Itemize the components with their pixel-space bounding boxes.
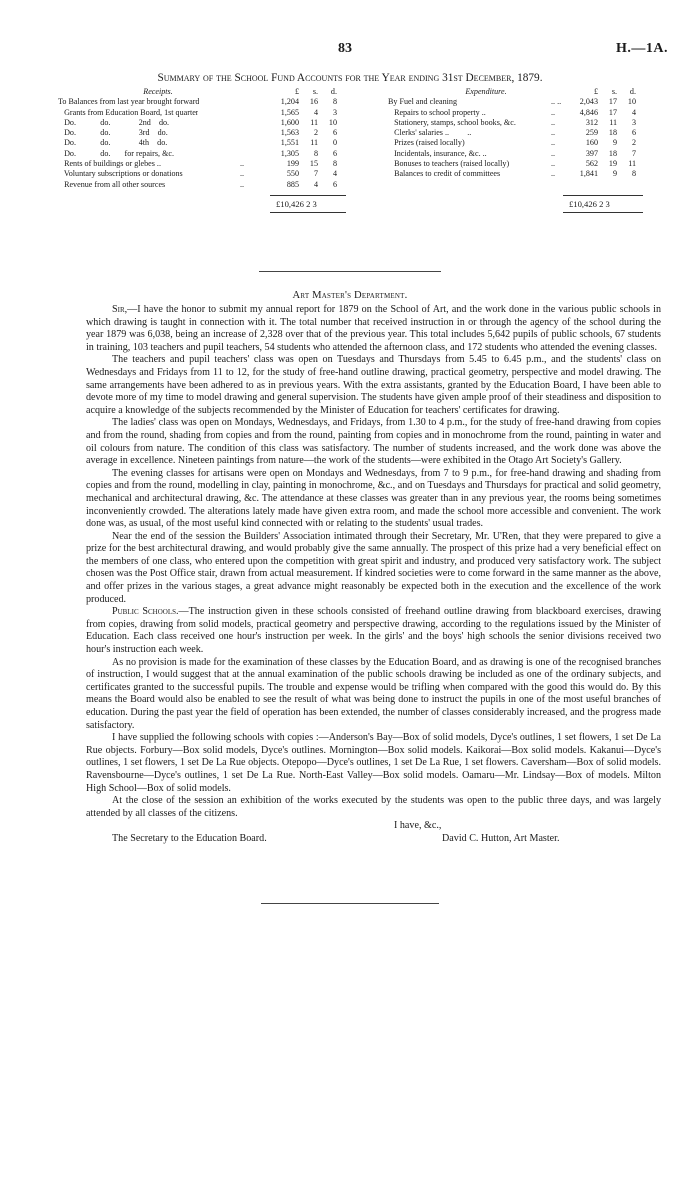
page-number: 83	[338, 41, 352, 56]
report-paragraph: The teachers and pupil teachers' class was open on Tuesdays and Thursdays from 5.45 to 6.45 p.m., and the students' class on Wednesdays and Fridays from 11 to 12, for the study of free-hand outline drawing, practical geometry, perspective and model drawing. The same arrangements have been adhered to as in previous years. With the extra assistants, granted by the Education Board, I have been able to devote more of my time to model drawing and general supervision. The students have given ample proof of their steadiness and disposition to acquire a knowledge of the subjects recommended by the Minister of Education for teachers' certificates for drawing.	[86, 354, 661, 416]
row-pence: 6	[631, 128, 636, 138]
receipts-sum-rule	[270, 195, 346, 196]
account-row	[388, 138, 660, 148]
row-pounds: 1,565	[280, 107, 299, 117]
row-pounds: 259	[585, 128, 598, 138]
receipts-table	[58, 87, 346, 190]
account-row	[388, 169, 660, 179]
row-pence: 8	[332, 159, 337, 169]
row-label: Do. do. for repairs, &c.	[58, 148, 174, 158]
receipts-total: £10,426 2 3	[276, 199, 317, 209]
row-pounds: 2,043	[579, 97, 598, 107]
account-row	[58, 180, 346, 190]
addressee: The Secretary to the Education Board.	[112, 832, 267, 844]
receipts-header	[58, 87, 346, 97]
row-shillings: 17	[608, 107, 617, 117]
expenditure-header	[388, 87, 660, 97]
account-row	[388, 159, 660, 169]
expenditure-total: £10,426 2 3	[569, 199, 610, 209]
row-pence: 7	[631, 148, 636, 158]
row-pence: 11	[628, 159, 636, 169]
paragraph-text: —The instruction given in these schools consisted of freehand outline drawing from blackboard exercises, drawing from copies, drawing from solid models, practical geometry and perspective drawing, according to the regulations issued by the Minister of Education. Each class received one hour's instruction per week. In the girls' and the boys' high schools the senior divisions received two hour's instruction each week.	[86, 606, 661, 656]
shillings-heading: s.	[611, 87, 617, 96]
report-paragraph: The evening classes for artisans were open on Mondays and Wednesdays, from 7 to 9 p.m., for free-hand drawing and shading from copies and from the round, modelling in clay, painting in monochrome, &c., and on Tuesdays and Thursdays for practical and solid geometry, mechanical and architectural drawing, &c. The attendance at these classes was greater than in any previous year, the rooms being sometimes inconveniently crowded. The alterations lately made have given extra room, and made the school more accessible and convenient. The work done was, as usual, of the most useful kind connected with or relating to the students' usual trades.	[86, 467, 661, 530]
row-pounds: 1,841	[579, 169, 598, 179]
end-divider	[261, 903, 439, 904]
row-leader-dots: ..	[551, 159, 556, 169]
row-pence: 4	[332, 169, 337, 179]
row-shillings: 2	[313, 128, 318, 138]
row-pence: 2	[631, 138, 636, 148]
expenditure-table	[388, 87, 660, 180]
closing: I have, &c.,	[394, 820, 442, 832]
summary-title: Summary of the School Fund Accounts for the Year ending 31st December, 1879.	[157, 72, 543, 84]
expenditure-sum-rule	[563, 195, 643, 196]
account-row	[58, 169, 346, 179]
row-label: Clerks' salaries .. ..	[388, 128, 472, 138]
row-pence: 4	[631, 107, 636, 117]
row-leader-dots: ..	[551, 117, 556, 127]
row-pence: 8	[631, 169, 636, 179]
signature: David C. Hutton, Art Master.	[442, 832, 560, 844]
pounds-heading: £	[593, 87, 598, 96]
report-paragraph	[86, 606, 661, 656]
row-pence: 10	[627, 97, 636, 107]
row-shillings: 19	[608, 159, 617, 169]
row-label: To Balances from last year brought forward	[58, 97, 200, 107]
row-pounds: 312	[585, 117, 598, 127]
row-pounds: 1,305	[280, 148, 299, 158]
account-row	[58, 159, 346, 169]
account-row	[388, 149, 660, 159]
row-label: Rents of buildings or glebes ..	[58, 159, 161, 169]
account-row	[388, 128, 660, 138]
row-pence: 3	[332, 107, 337, 117]
pence-heading: d.	[629, 87, 636, 96]
row-shillings: 18	[608, 128, 617, 138]
account-row	[58, 128, 346, 138]
row-label: Do. do. 4th do.	[58, 138, 168, 148]
row-label: Do. do. 2nd do.	[58, 117, 170, 127]
report-paragraph: I have supplied the following schools with copies :—Anderson's Bay—Box of solid models, Dyce's outlines, 1 set flowers, 1 set De La Rue objects. Forbury—Box solid models, Dyce's outlines. Mornington—Box solid models. Kaikorai—Box solid models. Kakanui—Dyce's outlines, 1 set flowers, 1 set De La Rue objects. Otepopo—Dyce's outlines, 1 set De La Rue, 1 set flowers. Caversham—Box of solid models. Ravensbourne—Dyce's outlines, 1 set De La Rue. North-East Valley—Box solid models. Oamaru—Mr. Lindsay—Box of models. Milton High School—Box of solid models.	[86, 732, 661, 794]
row-pounds: 397	[585, 148, 598, 158]
row-leader-dots: .. ..	[551, 97, 562, 107]
row-shillings: 4	[313, 179, 318, 189]
row-leader-dots: ..	[240, 159, 245, 169]
row-label: Revenue from all other sources	[58, 179, 166, 189]
row-label: Repairs to school property ..	[388, 107, 486, 117]
report-body	[86, 304, 661, 846]
account-row	[58, 149, 346, 159]
pence-heading: d.	[330, 87, 337, 96]
row-pence: 0	[332, 138, 337, 148]
row-label: By Fuel and cleaning	[388, 97, 458, 107]
report-code: H.—1A.	[616, 41, 668, 56]
account-row	[58, 97, 346, 107]
row-shillings: 9	[612, 138, 617, 148]
row-shillings: 9	[612, 169, 617, 179]
report-paragraph: At the close of the session an exhibition of the works executed by the students was open to the public three days, and was largely attended by all classes of the citizens.	[86, 795, 661, 819]
row-pounds: 199	[286, 159, 299, 169]
row-pence: 8	[332, 97, 337, 107]
row-leader-dots: ..	[240, 179, 245, 189]
report-paragraph: As no provision is made for the examination of these classes by the Education Board, and as drawing is one of the recognised branches of instruction, I would suggest that at the annual examination of the public schools drawing be included as one of the ordinary subjects, and certificates granted to the successful pupils. The trouble and expense would be trifling when compared with the good this would do. By this means the Board would also be enabled to see the result of what was being done to instruct the pupils in one of the most useful branches of education. During the past year the field of operation has been extended, the number of classes considerably increased, and the progress made satisfactory.	[86, 656, 661, 731]
pounds-heading: £	[294, 87, 299, 96]
row-label: Stationery, stamps, school books, &c.	[388, 117, 516, 127]
report-paragraph	[86, 304, 661, 354]
row-leader-dots: ..	[551, 138, 556, 148]
expenditure-total-rule	[563, 212, 643, 213]
row-label: Do. do. 3rd do.	[58, 128, 168, 138]
paragraph-text: —I have the honor to submit my annual report for 1879 on the School of Art, and the work done in the various public schools in which drawing is taught in connection with it. The total number that received instruction in or through the agency of the school during the year 1879 was 6,038, being an increase of 2,328 over that of the previous year. This total includes 5,642 pupils of public schools, 67 students in training, 103 teachers and pupil teachers, 54 students who attended the afternoon class, and 172 students who attended the evening classes.	[86, 304, 661, 353]
row-pounds: 1,600	[280, 117, 299, 127]
row-leader-dots: ..	[240, 169, 245, 179]
row-pounds: 1,563	[280, 128, 299, 138]
row-label: Balances to credit of committees	[388, 169, 501, 179]
row-leader-dots: ..	[551, 169, 556, 179]
row-pence: 6	[332, 128, 337, 138]
signature-row	[86, 833, 661, 846]
salutation: Sir,	[112, 304, 128, 315]
account-row	[388, 97, 660, 107]
account-row	[58, 138, 346, 148]
row-pounds: 885	[286, 179, 299, 189]
shillings-heading: s.	[312, 87, 318, 96]
row-shillings: 17	[608, 97, 617, 107]
row-pounds: 160	[585, 138, 598, 148]
row-shillings: 4	[313, 107, 318, 117]
row-label: Voluntary subscriptions or donations	[58, 169, 183, 179]
row-shillings: 16	[309, 97, 318, 107]
row-pounds: 4,846	[579, 107, 598, 117]
public-schools-heading: Public Schools.	[112, 606, 179, 618]
account-row	[58, 118, 346, 128]
section-divider	[259, 271, 441, 272]
row-shillings: 11	[310, 138, 318, 148]
account-row	[388, 108, 660, 118]
row-pence: 3	[631, 117, 636, 127]
row-pounds: 1,551	[280, 138, 299, 148]
row-leader-dots: ..	[551, 128, 556, 138]
row-pence: 10	[328, 117, 337, 127]
row-leader-dots: ..	[551, 107, 556, 117]
row-label: Incidentals, insurance, &c. ..	[388, 148, 487, 158]
row-shillings: 7	[313, 169, 318, 179]
receipts-heading: Receipts.	[143, 87, 173, 96]
row-shillings: 8	[313, 148, 318, 158]
receipts-total-rule	[270, 212, 346, 213]
row-pounds: 550	[286, 169, 299, 179]
row-shillings: 18	[608, 148, 617, 158]
report-paragraph: The ladies' class was open on Mondays, Wednesdays, and Fridays, from 1.30 to 4 p.m., for the study of free-hand drawing from copies and from the round, shading from copies and from the round, painting from copies and in monochrome from the round, painting in water and oil colours from nature. The condition of this class was satisfactory. The number of students increased, and the work done was above the average in excellence. Nineteen paintings from nature—the work of the students—were exhibited in the Otago Art Society's Gallery.	[86, 417, 661, 467]
row-pounds: 562	[585, 159, 598, 169]
department-title: Art Master's Department.	[292, 290, 408, 301]
row-pounds: 1,204	[280, 97, 299, 107]
row-leader-dots: ..	[551, 148, 556, 158]
row-shillings: 11	[310, 117, 318, 127]
expenditure-heading: Expenditure.	[465, 87, 507, 96]
row-shillings: 15	[309, 159, 318, 169]
account-row	[58, 108, 346, 118]
row-label: Prizes (raised locally)	[388, 138, 465, 148]
report-paragraph: Near the end of the session the Builders' Association intimated through their Secretary, Mr. U'Ren, that they were prepared to give a prize for the best architectural drawing, and would probably give the same annually. The prospect of this prize had a very beneficial effect on the members of one class, who entered upon the competition with great spirit and industry, and produced very satisfactory work. The subject chosen was the Post Office stair, drawn from actual measurement. If kindred societies were to come forward in the same manner as the above, and offer prizes in the various stages, a great advance might reasonably be expected both in the execution and the excellence of the work produced.	[86, 530, 661, 605]
row-shillings: 11	[609, 117, 617, 127]
row-label: Bonuses to teachers (raised locally)	[388, 159, 510, 169]
row-label: Grants from Education Board, 1st quarter	[58, 107, 199, 117]
account-row	[388, 118, 660, 128]
row-pence: 6	[332, 148, 337, 158]
row-pence: 6	[332, 179, 337, 189]
